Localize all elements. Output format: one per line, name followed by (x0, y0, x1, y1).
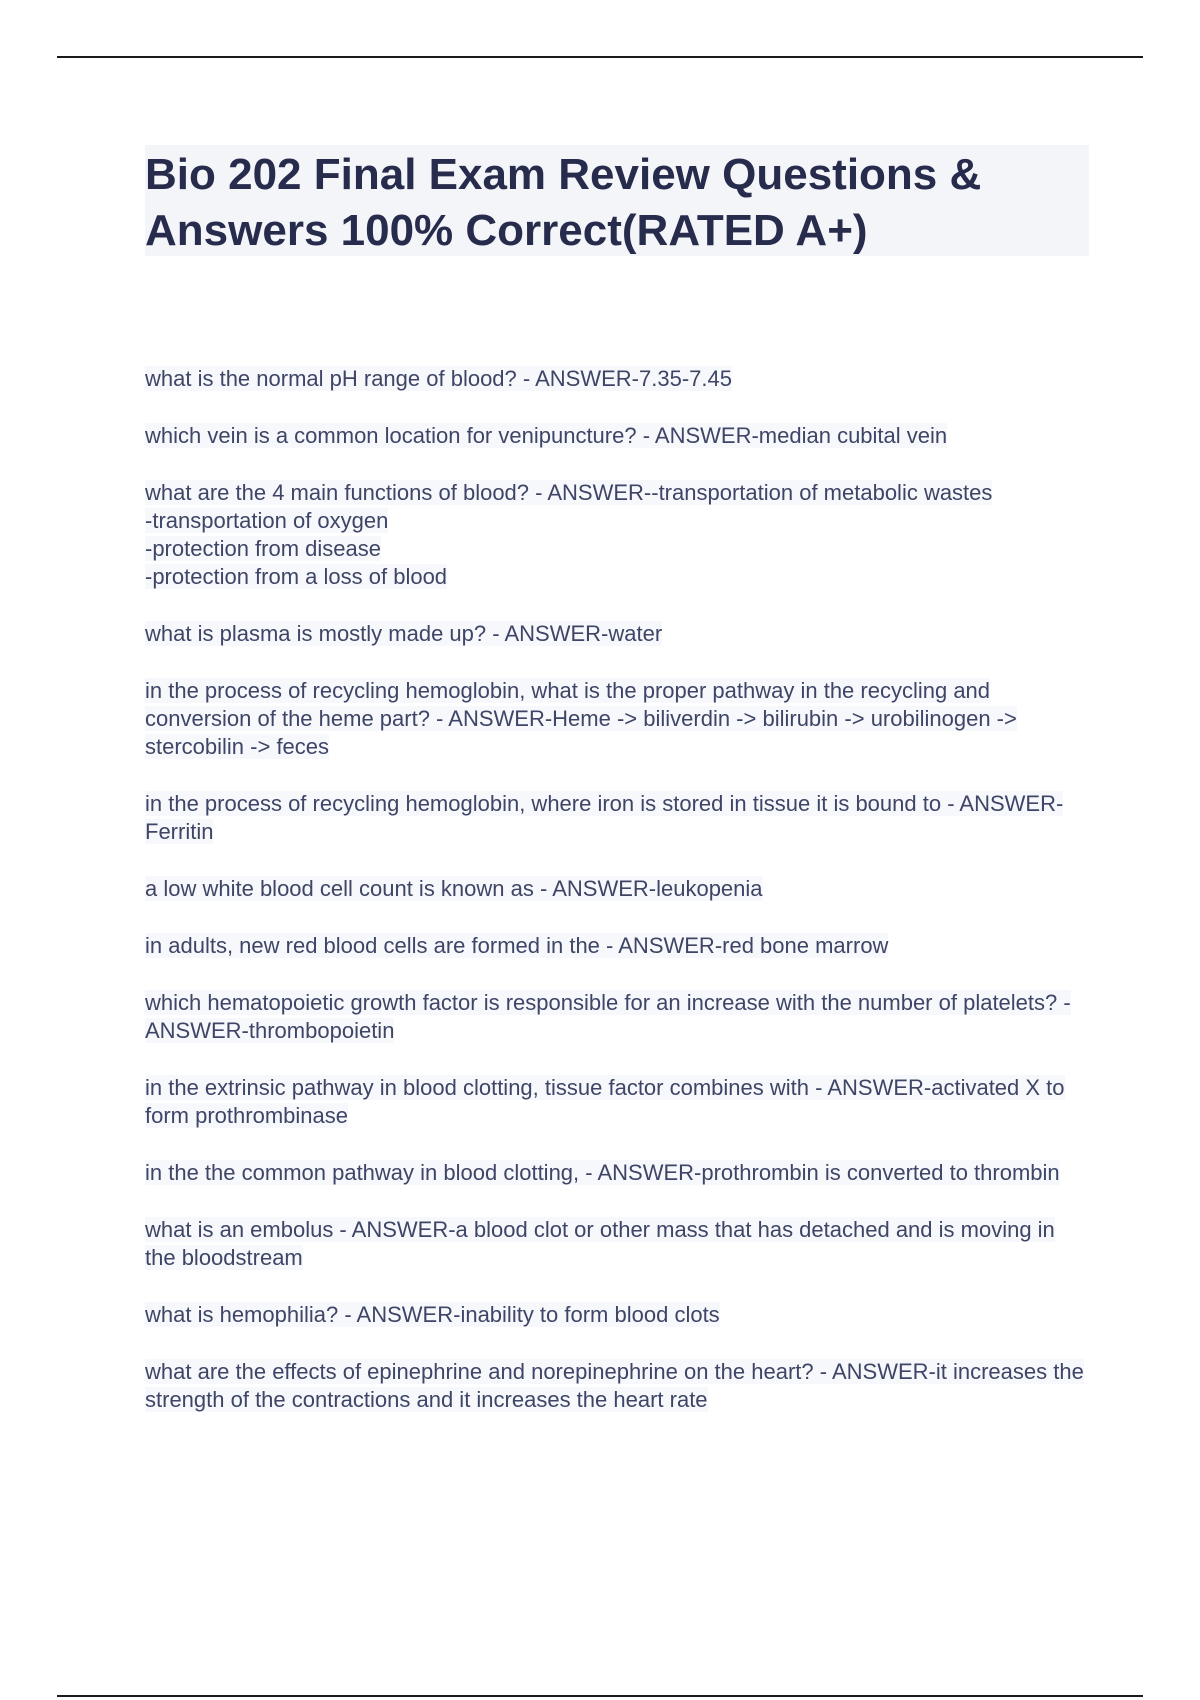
qa-item-3 (145, 479, 1085, 591)
qa-item-10 (145, 1074, 1085, 1130)
qa-item-7 (145, 875, 1085, 903)
qa-text: which vein is a common location for venipuncture? - ANSWER-median cubital vein (145, 423, 948, 448)
qa-item-2 (145, 422, 1085, 450)
qa-text: what is hemophilia? - ANSWER-inability to form blood clots (145, 1302, 720, 1327)
bottom-rule (57, 1695, 1143, 1697)
title-block (145, 145, 1089, 256)
qa-item-14 (145, 1358, 1085, 1414)
qa-text: in the process of recycling hemoglobin, where iron is stored in tissue it is bound to - ANSWER-Ferritin (145, 791, 1064, 844)
qa-item-8 (145, 932, 1085, 960)
qa-text: in the process of recycling hemoglobin, what is the proper pathway in the recycling and conversion of the heme part? - ANSWER-Heme -> biliverdin -> bilirubin -> urobilinogen -> stercobilin -> feces (145, 678, 1017, 759)
qa-text: which hematopoietic growth factor is responsible for an increase with the number of platelets? - ANSWER-thrombopoietin (145, 990, 1071, 1043)
qa-item-11 (145, 1159, 1085, 1187)
qa-text: what are the 4 main functions of blood? - ANSWER--transportation of metabolic wastes -transportation of oxygen -protection from disease -protection from a loss of blood (145, 480, 993, 589)
qa-list (145, 365, 1085, 1443)
document-title: Bio 202 Final Exam Review Questions & Answers 100% Correct(RATED A+) (145, 150, 982, 255)
qa-item-6 (145, 790, 1085, 846)
qa-text: what is the normal pH range of blood? - ANSWER-7.35-7.45 (145, 366, 732, 391)
qa-text: what are the effects of epinephrine and norepinephrine on the heart? - ANSWER-it increases the strength of the contractions and it increases the heart rate (145, 1359, 1084, 1412)
qa-item-12 (145, 1216, 1085, 1272)
qa-item-5 (145, 677, 1085, 761)
qa-text: a low white blood cell count is known as - ANSWER-leukopenia (145, 876, 763, 901)
qa-text: in adults, new red blood cells are formed in the - ANSWER-red bone marrow (145, 933, 889, 958)
top-rule (57, 56, 1143, 58)
qa-text: in the the common pathway in blood clotting, - ANSWER-prothrombin is converted to thrombin (145, 1160, 1060, 1185)
qa-text: what is an embolus - ANSWER-a blood clot or other mass that has detached and is moving in the bloodstream (145, 1217, 1055, 1270)
qa-text: what is plasma is mostly made up? - ANSWER-water (145, 621, 663, 646)
qa-item-9 (145, 989, 1085, 1045)
qa-item-13 (145, 1301, 1085, 1329)
qa-item-4 (145, 620, 1085, 648)
qa-item-1 (145, 365, 1085, 393)
qa-text: in the extrinsic pathway in blood clotting, tissue factor combines with - ANSWER-activated X to form prothrombinase (145, 1075, 1065, 1128)
